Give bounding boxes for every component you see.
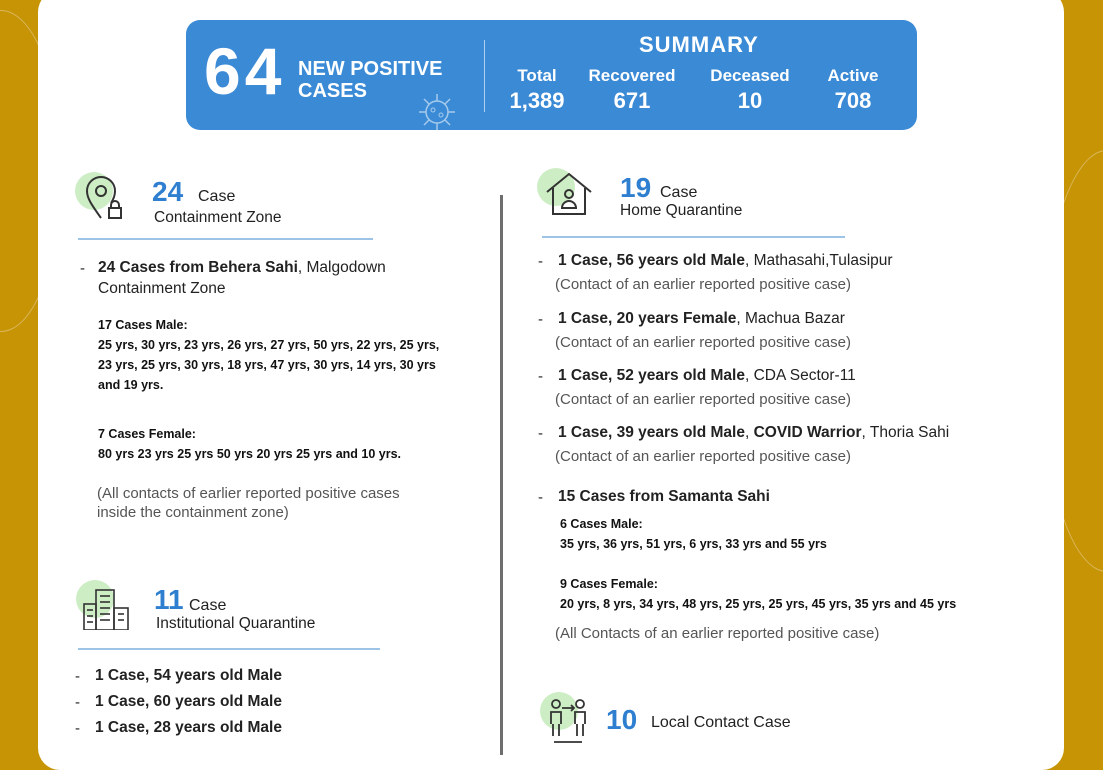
home-item-note: (Contact of an earlier reported positive case) — [555, 448, 851, 465]
male-ages-line: 35 yrs, 36 yrs, 51 yrs, 6 yrs, 33 yrs and 55 yrs — [560, 537, 827, 551]
containment-male-block — [98, 315, 439, 395]
containment-count: 24 — [152, 176, 184, 207]
home-person-icon — [543, 170, 595, 218]
building-icon — [82, 582, 132, 630]
bullet-dash: - — [538, 425, 543, 442]
stat-value: 708 — [834, 88, 872, 113]
samanta-title: 15 Cases from Samanta Sahi — [558, 488, 770, 505]
home-item-rest: , Mathasahi,Tulasipur — [744, 252, 893, 269]
institutional-item: 1 Case, 60 years old Male — [95, 693, 282, 710]
female-title: 7 Cases Female: — [98, 427, 196, 441]
bullet-dash: - — [538, 368, 543, 385]
local-icon-wrap — [540, 692, 592, 744]
virus-icon — [411, 90, 463, 130]
containment-icon-wrap — [75, 172, 127, 224]
stat-label: Total — [517, 66, 557, 85]
stat-label: Recovered — [588, 66, 676, 85]
location-lock-icon — [81, 174, 125, 222]
stat-value: 10 — [737, 88, 763, 113]
containment-item — [98, 259, 386, 277]
male-ages-line: 25 yrs, 30 yrs, 23 yrs, 26 yrs, 27 yrs, 50 yrs, 22 yrs, 25 yrs, — [98, 338, 440, 352]
home-item-bold: 1 Case, 20 years Female — [558, 310, 737, 327]
containment-item-line2: Containment Zone — [98, 280, 226, 297]
institutional-item: 1 Case, 28 years old Male — [95, 719, 282, 736]
column-divider — [500, 195, 503, 755]
home-icon-wrap — [537, 168, 589, 220]
new-positive-line2: CASES — [298, 80, 367, 102]
male-ages-line: and 19 yrs. — [98, 378, 164, 392]
containment-item-rest: , Malgodown — [297, 259, 386, 276]
home-count: 19 — [620, 172, 652, 203]
female-ages-line: 20 yrs, 8 yrs, 34 yrs, 48 yrs, 25 yrs, 25 yrs, 45 yrs, 35 yrs and 45 yrs — [560, 597, 957, 611]
samanta-note: (All Contacts of an earlier reported positive case) — [555, 625, 880, 642]
stat-recovered — [584, 66, 680, 114]
bullet-dash: - — [80, 260, 85, 277]
bullet-dash: - — [538, 253, 543, 270]
containment-note — [97, 484, 400, 522]
banner-divider — [484, 40, 485, 112]
stat-value: 671 — [613, 88, 651, 113]
home-item-rest: , CDA Sector-11 — [744, 367, 856, 384]
bullet-dash: - — [75, 668, 80, 685]
containment-rule — [78, 238, 373, 240]
new-positive-count: 64 — [204, 34, 286, 108]
stat-deceased — [704, 66, 796, 114]
female-title: 9 Cases Female: — [560, 577, 658, 591]
samanta-male-block — [560, 514, 827, 554]
male-title: 17 Cases Male: — [98, 318, 188, 332]
institutional-rule — [78, 648, 380, 650]
containment-title: Containment Zone — [154, 209, 282, 226]
stat-label: Active — [827, 66, 879, 85]
home-rule — [542, 236, 845, 238]
institutional-icon-wrap — [76, 580, 128, 632]
summary-title: SUMMARY — [639, 32, 759, 57]
institutional-title: Institutional Quarantine — [156, 615, 316, 632]
home-item-mid: , — [744, 424, 754, 441]
bullet-dash: - — [75, 694, 80, 711]
home-item-bold: 1 Case, 56 years old Male — [558, 252, 745, 269]
bullet-dash: - — [75, 720, 80, 737]
home-case-word: Case — [660, 184, 698, 201]
institutional-case-word: Case — [189, 597, 227, 614]
note-line: inside the containment zone) — [97, 504, 289, 521]
male-title: 6 Cases Male: — [560, 517, 643, 531]
containment-case-word: Case — [198, 188, 236, 205]
people-exchange-icon — [546, 694, 590, 746]
home-item-rest: , Machua Bazar — [736, 310, 845, 327]
stat-active — [820, 66, 886, 114]
male-ages-line: 23 yrs, 25 yrs, 30 yrs, 18 yrs, 47 yrs, 30 yrs, 14 yrs, 30 yrs — [98, 358, 436, 372]
stat-label: Deceased — [710, 66, 790, 85]
note-line: (All contacts of earlier reported positive cases — [97, 485, 400, 502]
home-item — [558, 310, 845, 328]
bullet-dash: - — [538, 311, 543, 328]
home-item — [558, 252, 893, 270]
home-item-bold2: COVID Warrior — [753, 424, 862, 441]
new-positive-line1: NEW POSITIVE — [298, 58, 443, 80]
home-item-note: (Contact of an earlier reported positive case) — [555, 334, 851, 351]
local-count: 10 — [606, 704, 638, 735]
stat-value: 1,389 — [509, 88, 565, 113]
bullet-dash: - — [538, 489, 543, 506]
home-item — [558, 367, 856, 385]
female-ages-line: 80 yrs 23 yrs 25 yrs 50 yrs 20 yrs 25 yrs and 10 yrs. — [98, 447, 402, 461]
home-item-bold: 1 Case, 52 years old Male — [558, 367, 745, 384]
containment-item-bold: 24 Cases from Behera Sahi — [98, 259, 298, 276]
institutional-item: 1 Case, 54 years old Male — [95, 667, 282, 684]
institutional-count: 11 — [154, 584, 184, 615]
stat-total — [504, 66, 570, 114]
summary-banner — [186, 20, 917, 130]
home-title: Home Quarantine — [620, 202, 743, 219]
containment-female-block — [98, 424, 401, 464]
samanta-female-block — [560, 574, 956, 614]
home-item-bold: 1 Case, 39 years old Male — [558, 424, 745, 441]
home-item-rest: , Thoria Sahi — [861, 424, 950, 441]
local-title: Local Contact Case — [651, 714, 791, 731]
home-item — [558, 424, 949, 442]
home-item-note: (Contact of an earlier reported positive case) — [555, 276, 851, 293]
home-item-note: (Contact of an earlier reported positive case) — [555, 391, 851, 408]
